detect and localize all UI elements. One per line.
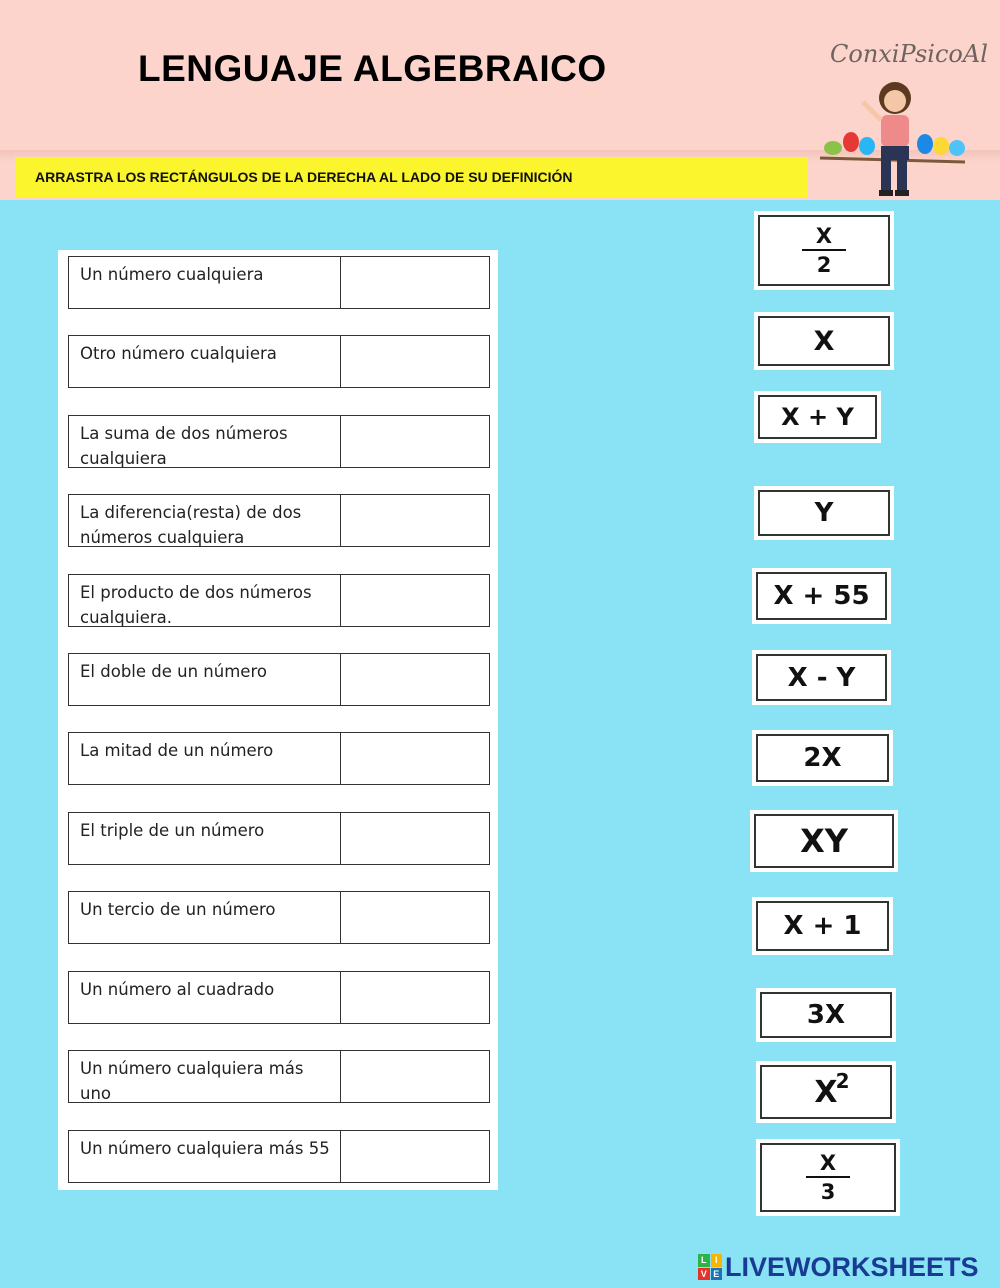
definition-label: La diferencia(resta) de dos números cualquiera (80, 503, 302, 547)
definition-row (68, 812, 490, 865)
drop-target[interactable] (340, 415, 490, 468)
definition-row (68, 415, 490, 468)
definition-row (68, 971, 490, 1024)
fraction (806, 1151, 850, 1204)
icon-letter: I (711, 1254, 723, 1267)
instruction-text: ARRASTRA LOS RECTÁNGULOS DE LA DERECHA AL LADO DE SU DEFINICIÓN (35, 169, 573, 185)
tile-3x[interactable] (756, 988, 896, 1042)
definition-label: Un número al cuadrado (80, 980, 275, 999)
drop-target[interactable] (340, 494, 490, 547)
definition-row (68, 891, 490, 944)
tile-label: X (758, 316, 890, 366)
definition-row (68, 494, 490, 547)
tile-xy[interactable] (750, 810, 898, 872)
mascot-illustration (815, 70, 975, 205)
tile-x-minus-y[interactable] (752, 650, 891, 705)
icon-letter: V (698, 1268, 710, 1281)
fraction-numerator: X (819, 1151, 837, 1175)
tile-label: 3X (760, 992, 892, 1038)
definition-row (68, 1050, 490, 1103)
drop-target[interactable] (340, 335, 490, 388)
tile-x-over-2[interactable] (754, 211, 894, 290)
drop-target[interactable] (340, 1130, 490, 1183)
definition-row (68, 1130, 490, 1183)
tile-label: Y (758, 490, 890, 536)
drop-target[interactable] (340, 1050, 490, 1103)
drop-target[interactable] (340, 574, 490, 627)
definition-row (68, 335, 490, 388)
fraction (802, 224, 846, 277)
definition-label: El doble de un número (80, 662, 267, 681)
tile-x[interactable] (754, 312, 894, 370)
tile-x-plus-y[interactable] (754, 391, 881, 443)
drop-target[interactable] (340, 653, 490, 706)
page-title: LENGUAJE ALGEBRAICO (138, 48, 607, 89)
definition-label: Un número cualquiera más uno (80, 1059, 304, 1103)
drop-target[interactable] (340, 256, 490, 309)
liveworksheets-logo[interactable] (698, 1252, 979, 1282)
definition-row (68, 732, 490, 785)
instruction-bar (15, 157, 808, 197)
tile-y[interactable] (754, 486, 894, 540)
fraction-bar (806, 1176, 850, 1178)
tile-label: X + 1 (756, 901, 889, 951)
definition-row (68, 653, 490, 706)
fraction-bar (802, 249, 846, 251)
icon-letter: L (698, 1254, 710, 1267)
drop-target[interactable] (340, 971, 490, 1024)
liveworksheets-icon (698, 1254, 722, 1280)
tile-label: X + 55 (756, 572, 887, 620)
header (0, 0, 1000, 200)
fraction-denominator: 2 (816, 253, 832, 277)
power-base: X (814, 1074, 838, 1110)
definition-row (68, 256, 490, 309)
tile-x-plus-1[interactable] (752, 897, 893, 955)
definition-label: La mitad de un número (80, 741, 274, 760)
fraction-numerator: X (815, 224, 833, 248)
brand-name: LIVEWORKSHEETS (725, 1251, 979, 1282)
tile-x-squared[interactable] (756, 1061, 896, 1123)
power-exponent: 2 (835, 1068, 850, 1093)
definition-row (68, 574, 490, 627)
tile-label: X + Y (758, 395, 877, 439)
tile-label: X - Y (756, 654, 887, 701)
drop-target[interactable] (340, 812, 490, 865)
definition-label: El triple de un número (80, 821, 265, 840)
fraction-denominator: 3 (820, 1180, 836, 1204)
tile-x-plus-55[interactable] (752, 568, 891, 624)
definition-label: El producto de dos números cualquiera. (80, 583, 312, 627)
drop-target[interactable] (340, 732, 490, 785)
definition-label: Otro número cualquiera (80, 344, 277, 363)
tile-label: XY (754, 814, 894, 868)
icon-letter: E (711, 1268, 723, 1281)
drop-target[interactable] (340, 891, 490, 944)
definition-label: Un número cualquiera (80, 265, 264, 284)
power-expression (814, 1068, 850, 1110)
tile-label: 2X (756, 734, 889, 782)
definitions-table (58, 250, 498, 1190)
tile-x-over-3[interactable] (756, 1139, 900, 1216)
definition-label: La suma de dos números cualquiera (80, 424, 288, 468)
tile-2x[interactable] (752, 730, 893, 786)
definition-label: Un número cualquiera más 55 (80, 1139, 330, 1158)
brand-logo-text: ConxiPsicoAl (830, 40, 988, 68)
definition-label: Un tercio de un número (80, 900, 276, 919)
